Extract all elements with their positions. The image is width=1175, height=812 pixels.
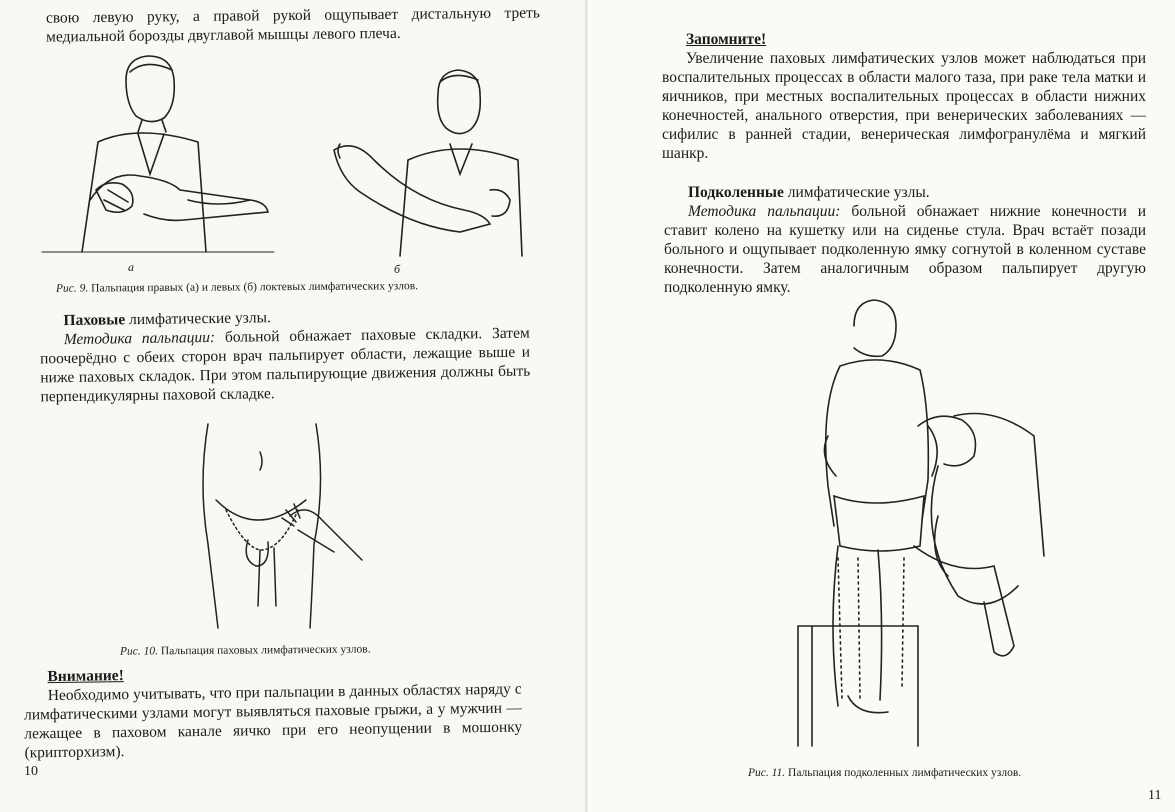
attention-text: Необходимо учитывать, что при пальпации в данных областях наряду с лимфатическими узлами могут выявляться паховые грыжи, а у мужчин — лежащее в паховом канале яичко при его неопущении в мошонку (крипторхизм). (23, 680, 523, 762)
figure-11-caption: Рис. 11. Пальпация подколенных лимфатических узлов. (748, 767, 1022, 779)
remember-text: Увеличение паховых лимфатических узлов может наблюдаться при воспалительных процессах в области малого таза, при раке тела матки и яичников, при местных воспалительных процессах в области нижних конечностей, анального отверстия, при венерических заболеваниях — сифилис в ранней стадии, венерическая лимфогранулёма и мягкий шанкр. (662, 50, 1146, 162)
inguinal-method-label: Методика пальпации: (63, 328, 216, 349)
popliteal-method-label: Методика пальпации: (688, 203, 841, 220)
page-number-right: 11 (1148, 788, 1162, 803)
popliteal-heading: Подколенные (688, 184, 784, 201)
right-page (588, 0, 1175, 812)
popliteal-method-text: больной обнажает нижние конечности и ставит колено на кушетку или на сиденье стула. Врач встаёт позади больного и ощупывает подколенную ямку согнутой в коленном суставе конечности. Затем аналогичным образом пальпирует другую подколенную ямку. (664, 203, 1146, 296)
figure-10-caption: Рис. 10. Пальпация паховых лимфатических узлов. (119, 643, 371, 658)
popliteal-section: Подколенные лимфатические узлы. Методика пальпации: больной обнажает нижние конечности и ставит колено на кушетку или на сиденье стула. Врач встаёт позади больного и ощупывает подколенную ямку согнутой в коленном суставе конечности. Затем аналогичным образом пальпирует другую подколенную ямку. (664, 184, 1146, 296)
inguinal-method-text: больной обнажает паховые складки. Затем поочерёдно с обеих сторон врач пальпирует области, лежащие выше и ниже паховых складок. При этом пальпирующие движения должны быть перпендикулярны паховой складке. (39, 324, 531, 406)
attention-section (23, 661, 522, 763)
intro-paragraph: свою левую руку, а правой рукой ощупывает дистальную треть медиальной борозды двуглавой мышцы левого плеча. (45, 4, 540, 46)
inguinal-section: Паховые лимфатические узлы. Методика пальпации: больной обнажает паховые складки. Затем поочерёдно с обеих сторон врач пальпирует области, лежащие выше и ниже паховых складок. При этом пальпирующие движения должны быть перпендикулярны паховой складке. (39, 309, 531, 406)
remember-title: Запомните! (686, 31, 767, 48)
figure-9a-label: а (128, 260, 134, 274)
figure-9b-illustration (330, 64, 540, 260)
attention-title: Внимание! (47, 667, 124, 686)
figure-11-illustration (788, 296, 1048, 752)
inguinal-heading: Паховые (63, 311, 126, 330)
page-number-left: 10 (24, 764, 38, 779)
figure-10-illustration (186, 420, 366, 630)
figure-9a-illustration (38, 50, 278, 260)
remember-section (662, 30, 1146, 163)
figure-9b-label: б (394, 262, 401, 276)
figure-9-caption: Рис. 9. Пальпация правых (а) и левых (б) локтевых лимфатических узлов. (55, 280, 419, 295)
